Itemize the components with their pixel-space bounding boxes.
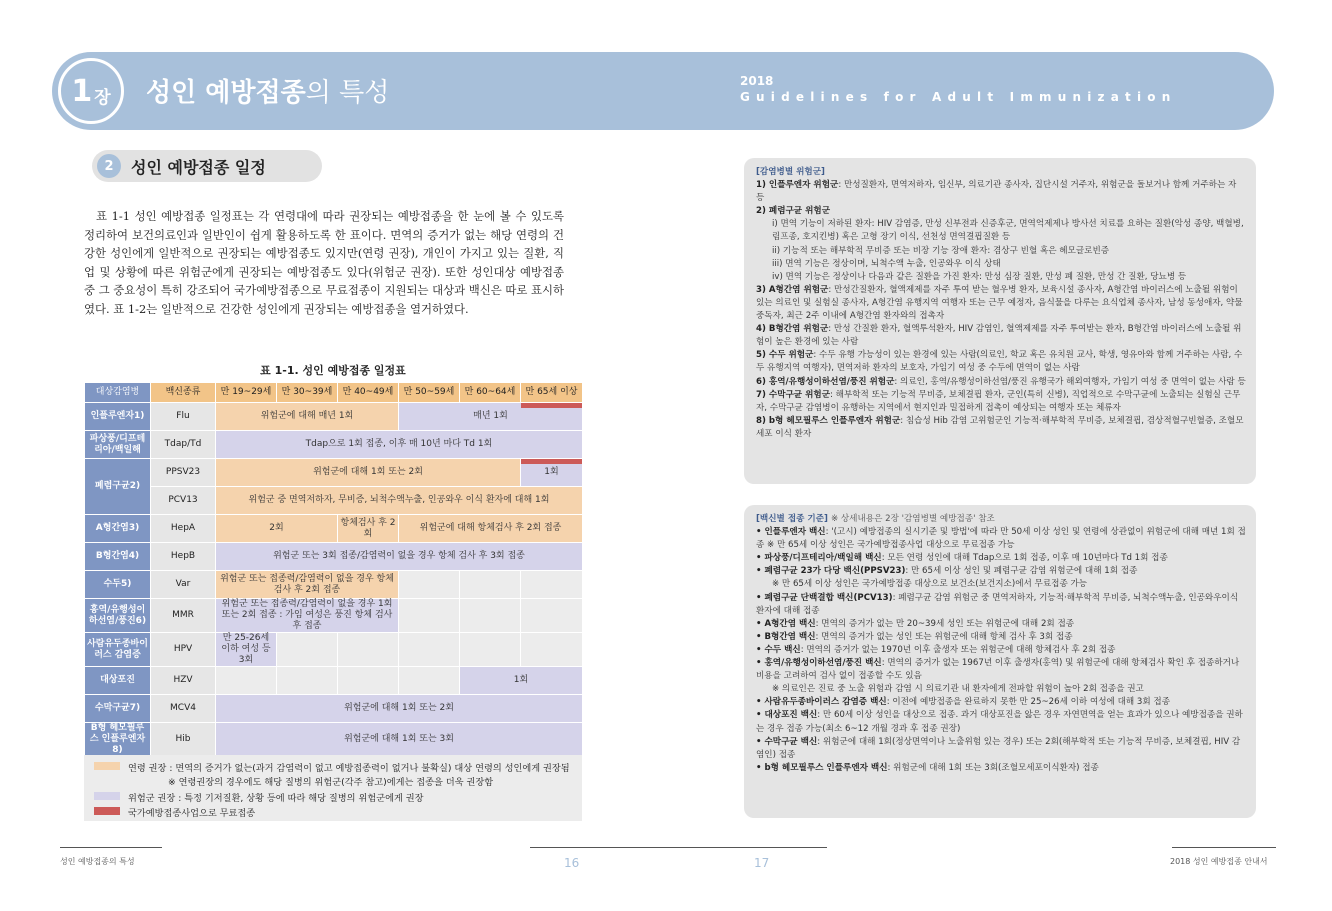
risk-group-box	[744, 158, 1256, 484]
table-row	[85, 633, 583, 667]
list-item	[756, 631, 1246, 644]
list-item	[756, 578, 1246, 591]
vaccine-cell: PPSV23	[151, 459, 216, 487]
schedule-table	[84, 382, 583, 757]
table-row	[85, 723, 583, 757]
list-item-text: : 수두 유행 가능성이 있는 환경에 있는 사람(의료인, 학교 혹은 유치원 교사, 학생, 영유아와 함께 거주하는 사람, 수두 유행지역 여행자), 면역저하 환자의 보호자, 가임기 여성 중 수두에 면역이 없는 사람	[756, 350, 1243, 374]
vaccine-cell: HZV	[151, 667, 216, 695]
schedule-cell: 항체검사 후 2회	[338, 515, 399, 543]
schedule-cell: 2회	[216, 515, 338, 543]
disease-cell: A형간염3)	[85, 515, 151, 543]
legend-age-note: ※ 연령권장의 경우에도 해당 질병의 위험군(각주 참고)에게는 접종을 더욱 권장함	[168, 777, 494, 788]
vaccine-cell: Tdap/Td	[151, 431, 216, 459]
vaccine-criteria-title: [백신별 접종 기준]	[756, 514, 828, 524]
list-item-label: • 파상풍/디프테리아/백일해 백신	[756, 553, 882, 564]
list-item-text: ※ 의료인은 진료 중 노출 위험과 감염 시 의료기관 내 환자에게 전파할 위험이 높아 2회 접종을 권고	[772, 684, 1144, 695]
chapter-title-bold: 성인 예방접종	[146, 78, 306, 108]
list-item-text: : 면역의 증거가 없는 1970년 이후 출생자 또는 위험군에 대해 항체검사 후 2회 접종	[800, 644, 1116, 655]
list-item-text: : 면역의 증거가 없는 1967년 이후 출생자(홍역) 및 위험군에 대해 항체검사 확인 후 접종하거나 비용을 고려하여 검사 없이 접종할 수도 있음	[756, 658, 1240, 682]
list-item-label: • 사람유두종바이러스 감염증 백신	[756, 697, 887, 708]
list-item	[756, 349, 1246, 375]
empty-cell	[338, 667, 399, 695]
table-row	[85, 431, 583, 459]
list-item	[756, 709, 1246, 735]
table-row	[85, 487, 583, 515]
legend-swatch	[94, 807, 120, 815]
list-item-label: • 대상포진 백신	[756, 710, 818, 721]
list-item-text: ii) 기능적 또는 해부학적 무비증 또는 비장 기능 장애 환자: 겸상구 빈혈 혹은 헤모글로빈증	[772, 245, 1110, 256]
guide-name: Guidelines for Adult Immunization	[740, 90, 1177, 104]
list-item-label: • b형 헤모필루스 인플루엔자 백신	[756, 762, 888, 773]
list-item-label: 2) 폐렴구균 위험군	[756, 206, 831, 217]
table-row	[85, 571, 583, 599]
list-item-label: • 폐렴구균 23가 다당 백신(PPSV23)	[756, 566, 906, 577]
footer-right-title: 2018 성인 예방접종 안내서	[1170, 857, 1268, 866]
table-row	[85, 515, 583, 543]
list-item	[756, 526, 1246, 552]
legend-risk-label: 위험군 권장 : 특정 기저질환, 상황 등에 따라 해당 질병의 위험군에게 권장	[128, 793, 424, 804]
list-item-text: : 면역의 증거가 없는 성인 또는 위험군에 대해 항체 검사 후 3회 접종	[815, 631, 1073, 642]
section-heading	[92, 150, 322, 182]
list-item	[756, 736, 1246, 762]
chapter-title	[146, 72, 389, 109]
table-row	[85, 543, 583, 571]
list-item	[756, 618, 1246, 631]
chapter-badge	[58, 58, 124, 124]
table-row	[85, 695, 583, 723]
table-row	[85, 599, 583, 633]
list-item-text: : 만 65세 이상 성인 및 폐렴구균 감염 위험군에 대해 1회 접종	[905, 566, 1138, 577]
list-item	[756, 657, 1246, 683]
schedule-cell: 위험군에 대해 1회 또는 2회	[216, 695, 583, 723]
chapter-number: 1	[71, 73, 93, 109]
list-item-label: • 인플루엔자 백신	[756, 527, 826, 538]
header-cell: 만 50~59세	[399, 383, 460, 403]
schedule-cell: 위험군 또는 접종력/감염력이 없을 경우 항체검사 후 2회 접종	[216, 571, 399, 599]
list-item-text: : 해부학적 또는 기능적 무비증, 보체결핍 환자, 군인(특히 신병), 직업적으로 수막구균에 노출되는 실험실 근무자, 수막구균 감염병이 유행하는 지역에서 현지인과 밀접하게 접촉이 예상되는 여행자 또는 체류자	[756, 389, 1241, 413]
disease-cell: 수막구균7)	[85, 695, 151, 723]
list-item-text: : 면역의 증거가 없는 만 20~39세 성인 또는 위험군에 대해 2회 접종	[815, 618, 1075, 629]
list-item-text: : 폐렴구균 감염 위험군 중 면역저하자, 기능적·해부학적 무비증, 뇌척수액누출, 인공와우이식 환자에 대해 접종	[756, 592, 1239, 616]
empty-cell	[277, 633, 338, 667]
list-item	[756, 552, 1246, 565]
list-item	[756, 762, 1246, 775]
header-cell: 만 40~49세	[338, 383, 399, 403]
footer-left-title: 성인 예방접종의 특성	[60, 857, 135, 866]
list-item-label: • B형간염 백신	[756, 631, 816, 642]
vaccine-cell: Var	[151, 571, 216, 599]
chapter-unit: 장	[94, 87, 111, 108]
schedule-cell: 위험군 중 면역저하자, 무비증, 뇌척수액누출, 인공와우 이식 환자에 대해 1회	[216, 487, 583, 515]
schedule-cell: 만 25-26세 이하 여성 등 3회	[216, 633, 277, 667]
schedule-text: 매년 1회	[473, 411, 508, 421]
vaccine-criteria-list	[756, 526, 1246, 775]
header-cell: 만 65세 이상	[521, 383, 583, 403]
page-number-right: 17	[754, 856, 770, 870]
vaccine-criteria-box	[744, 505, 1256, 818]
vaccine-criteria-note: ※ 상세내용은 2장 '감염병별 예방접종' 참조	[830, 514, 995, 524]
vaccine-cell: HPV	[151, 633, 216, 667]
list-item	[756, 205, 1246, 218]
header-cell: 만 30~39세	[277, 383, 338, 403]
legend-risk	[94, 790, 424, 804]
empty-cell	[277, 667, 338, 695]
list-item	[756, 284, 1246, 323]
legend-swatch	[94, 792, 120, 800]
footer-divider	[530, 847, 672, 848]
schedule-cell	[521, 459, 583, 487]
list-item	[756, 644, 1246, 657]
table-legend	[84, 755, 582, 821]
schedule-cell: 위험군 또는 접종력/감염력이 없을 경우 1회 또는 2회 접종 : 가임 여성은 풍진 항체 검사 후 접종	[216, 599, 399, 633]
schedule-cell: 1회	[460, 667, 583, 695]
list-item-text: : 위험군에 대해 1회 또는 3회(조혈모세포이식환자) 접종	[887, 762, 1099, 773]
vaccine-cell: Flu	[151, 403, 216, 431]
list-item	[756, 565, 1246, 578]
list-item-text: : 만성질환자, 면역저하자, 임신부, 의료기관 종사자, 집단시설 거주자, 위험군을 돌보거나 함께 거주하는 자 등	[756, 180, 1237, 204]
list-item	[756, 245, 1246, 258]
risk-group-list	[756, 179, 1246, 441]
legend-age-text	[128, 760, 570, 788]
intro-paragraph: 표 1-1 성인 예방접종 일정표는 각 연령대에 따라 권장되는 예방접종을 한 눈에 볼 수 있도록 정리하여 보건의료인과 일반인이 쉽게 활용하도록 한 표이다. 면역의 증거가 없는 해당 연령의 건강한 성인에게 일반적으로 권장되는 예방접종도 있지만(연령 권장), 개인이 가지고 있는 질환, 직업 및 상황에 따른 위험군에게 권장되는 예방접종도 있다(위험군 권장). 또한 성인대상 예방접종 중 그 중요성이 특히 강조되어 국가예방접종으로 무료접종이 지원되는 대상과 백신은 따로 표시하였다. 표 1-2는 일반적으로 건강한 성인에게 권장되는 예방접종을 열거하였다.	[84, 209, 564, 316]
schedule-text: 1회	[544, 467, 559, 477]
disease-cell: 인플루엔자1)	[85, 403, 151, 431]
disease-cell: 사람유두종바이러스 감염증	[85, 633, 151, 667]
list-item-text: : 의료인, 홍역/유행성이하선염/풍진 유행국가 해외여행자, 가임기 여성 중 면역이 없는 사람 등	[894, 376, 1246, 387]
schedule-cell: Tdap으로 1회 접종, 이후 매 10년 마다 Td 1회	[216, 431, 583, 459]
empty-cell	[521, 633, 583, 667]
empty-cell	[399, 633, 460, 667]
list-item-label: 5) 수두 위험군	[756, 350, 814, 361]
disease-cell: 대상포진	[85, 667, 151, 695]
list-item-text: i) 면역 기능이 저하된 환자: HIV 감염증, 만성 신부전과 신증후군, 면역억제제나 방사선 치료를 요하는 질환(악성 종양, 백혈병, 림프종, 호지킨병) 혹은 고형 장기 이식, 선천성 면역결핍질환 등	[772, 219, 1244, 243]
footer-divider	[60, 847, 162, 848]
empty-cell	[460, 633, 521, 667]
header-cell: 대상감염병	[85, 383, 151, 403]
schedule-cell	[399, 403, 583, 431]
list-item	[756, 389, 1246, 415]
list-item-label: 8) b형 헤모필루스 인플루엔자 위험군	[756, 415, 901, 426]
free-vaccination-marker	[521, 403, 582, 408]
list-item-label: 7) 수막구균 위험군	[756, 389, 831, 400]
empty-cell	[460, 599, 521, 633]
disease-cell: B형간염4)	[85, 543, 151, 571]
chapter-title-rest: 의 특성	[305, 78, 390, 108]
table-header-row	[85, 383, 583, 403]
schedule-cell: 위험군에 대해 매년 1회	[216, 403, 399, 431]
legend-free	[94, 805, 255, 819]
list-item-label: 6) 홍역/유행성이하선염/풍진 위험군	[756, 376, 895, 387]
vaccine-cell: Hib	[151, 723, 216, 757]
empty-cell	[521, 599, 583, 633]
legend-swatch	[94, 762, 120, 770]
list-item-text: iii) 면역 기능은 정상이며, 뇌척수액 누출, 인공와우 이식 상태	[772, 258, 1001, 269]
list-item-text: : 위험군에 대해 1회(정상면역이나 노출위험 있는 경우) 또는 2회(해부학적 또는 기능적 무비증, 보체결핍, HIV 감염인) 접종	[756, 736, 1241, 760]
vaccine-cell: MMR	[151, 599, 216, 633]
disease-cell: 홍역/유행성이하선염/풍진6)	[85, 599, 151, 633]
empty-cell	[460, 571, 521, 599]
list-item	[756, 218, 1246, 244]
footer-divider	[672, 847, 827, 848]
list-item	[756, 376, 1246, 389]
legend-free-label: 국가예방접종사업으로 무료접종	[128, 808, 256, 819]
list-item	[756, 696, 1246, 709]
empty-cell	[399, 599, 460, 633]
list-item-text: iv) 면역 기능은 정상이나 다음과 같은 질환을 가진 환자: 만성 심장 질환, 만성 폐 질환, 만성 간 질환, 당뇨병 등	[772, 271, 1187, 282]
legend-age-label: 연령 권장 : 면역의 증거가 없는(과거 감염력이 없고 예방접종력이 없거나 불확실) 대상 연령의 성인에게 권장됨	[128, 763, 570, 774]
disease-cell: 폐렴구균2)	[85, 459, 151, 515]
header-cell: 백신종류	[151, 383, 216, 403]
schedule-cell: 위험군 또는 3회 접종/감염력이 없을 경우 항체 검사 후 3회 접종	[216, 543, 583, 571]
list-item	[756, 179, 1246, 205]
empty-cell	[216, 667, 277, 695]
footer-divider	[1172, 847, 1276, 848]
list-item-text: ※ 만 65세 이상 성인은 국가예방접종 대상으로 보건소(보건지소)에서 무료접종 가능	[772, 579, 1088, 590]
list-item-text: : 침습성 Hib 감염 고위험군인 기능적·해부학적 무비증, 보체결핍, 겸상적혈구빈혈증, 조혈모세포 이식 환자	[756, 415, 1244, 439]
list-item-label: • 수막구균 백신	[756, 736, 818, 747]
list-item-label: • 수두 백신	[756, 644, 801, 655]
table-row	[85, 459, 583, 487]
schedule-cell: 위험군에 대해 1회 또는 2회	[216, 459, 521, 487]
list-item	[756, 323, 1246, 349]
table-caption: 표 1-1. 성인 예방접종 일정표	[260, 364, 406, 377]
schedule-cell: 위험군에 대해 1회 또는 3회	[216, 723, 583, 757]
disease-cell: 파상풍/디프테리아/백일해	[85, 431, 151, 459]
table-row	[85, 667, 583, 695]
list-item-label: • A형간염 백신	[756, 618, 816, 629]
header-cell: 만 19~29세	[216, 383, 277, 403]
list-item-label: 4) B형간염 위험군	[756, 324, 829, 335]
vaccine-criteria-heading	[756, 513, 1246, 526]
guide-year: 2018	[740, 74, 774, 88]
list-item-text: : 만성간질환자, 혈액제제를 자주 투여 받는 혈우병 환자, 보육시설 종사자, A형간염 바이러스에 노출될 위험이 있는 의료인 및 실험실 종사자, A형간염 유행지역 여행자 또는 근무 예정자, 음식물을 다루는 요식업체 종사자, 남성 동성애자, 약물중독자, 최근 2주 이내에 A형간염 환자와의 접촉자	[756, 284, 1243, 322]
list-item	[756, 683, 1246, 696]
list-item-label: • 폐렴구균 단백결합 백신(PCV13)	[756, 592, 893, 603]
list-item	[756, 271, 1246, 284]
page-number-left: 16	[564, 856, 580, 870]
empty-cell	[338, 633, 399, 667]
vaccine-cell: HepA	[151, 515, 216, 543]
list-item	[756, 258, 1246, 271]
list-item-label: 1) 인플루엔자 위험군	[756, 180, 839, 191]
empty-cell	[399, 571, 460, 599]
legend-age	[94, 760, 570, 788]
section-title: 성인 예방접종 일정	[131, 157, 266, 177]
list-item-text: : 만 60세 이상 성인을 대상으로 접종. 과거 대상포진을 앓은 경우 자연면역을 얻는 효과가 있으나 예방접종을 권하는 경우 접종 가능(최소 6~12 개월 경과 후 접종 권장)	[756, 710, 1243, 734]
list-item-label: • 홍역/유행성이하선염/풍진 백신	[756, 658, 882, 669]
header-cell: 만 60~64세	[460, 383, 521, 403]
disease-cell: 수두5)	[85, 571, 151, 599]
list-item-label: 3) A형간염 위험군	[756, 284, 829, 295]
vaccine-cell: PCV13	[151, 487, 216, 515]
list-item-text: : 모든 연령 성인에 대해 Tdap으로 1회 접종, 이후 매 10년마다 Td 1회 접종	[881, 553, 1168, 564]
table-row	[85, 403, 583, 431]
free-vaccination-marker	[521, 459, 582, 464]
risk-group-title: [감염병별 위험군]	[756, 167, 825, 177]
empty-cell	[521, 571, 583, 599]
list-item-text: : '(고시) 예방접종의 실시기준 및 방법'에 따라 만 50세 이상 성인 및 연령에 상관없이 위험군에 대해 매년 1회 접종 ※ 만 65세 이상 성인은 국가예방접종사업 대상으로 무료접종 가능	[756, 527, 1246, 551]
list-item-text: : 이전에 예방접종을 완료하지 못한 만 25~26세 이하 여성에 대해 3회 접종	[886, 697, 1171, 708]
vaccine-cell: MCV4	[151, 695, 216, 723]
section-number: 2	[97, 154, 121, 178]
empty-cell	[399, 667, 460, 695]
list-item	[756, 592, 1246, 618]
list-item	[756, 415, 1246, 441]
vaccine-cell: HepB	[151, 543, 216, 571]
schedule-cell: 위험군에 대해 항체검사 후 2회 접종	[399, 515, 583, 543]
list-item-text: : 만성 간질환 환자, 혈액투석환자, HIV 감염인, 혈액제제를 자주 투여받는 환자, B형간염 바이러스에 노출될 위험이 높은 환경에 있는 사람	[756, 324, 1242, 348]
disease-cell: B형 헤모필루스 인플루엔자8)	[85, 723, 151, 757]
